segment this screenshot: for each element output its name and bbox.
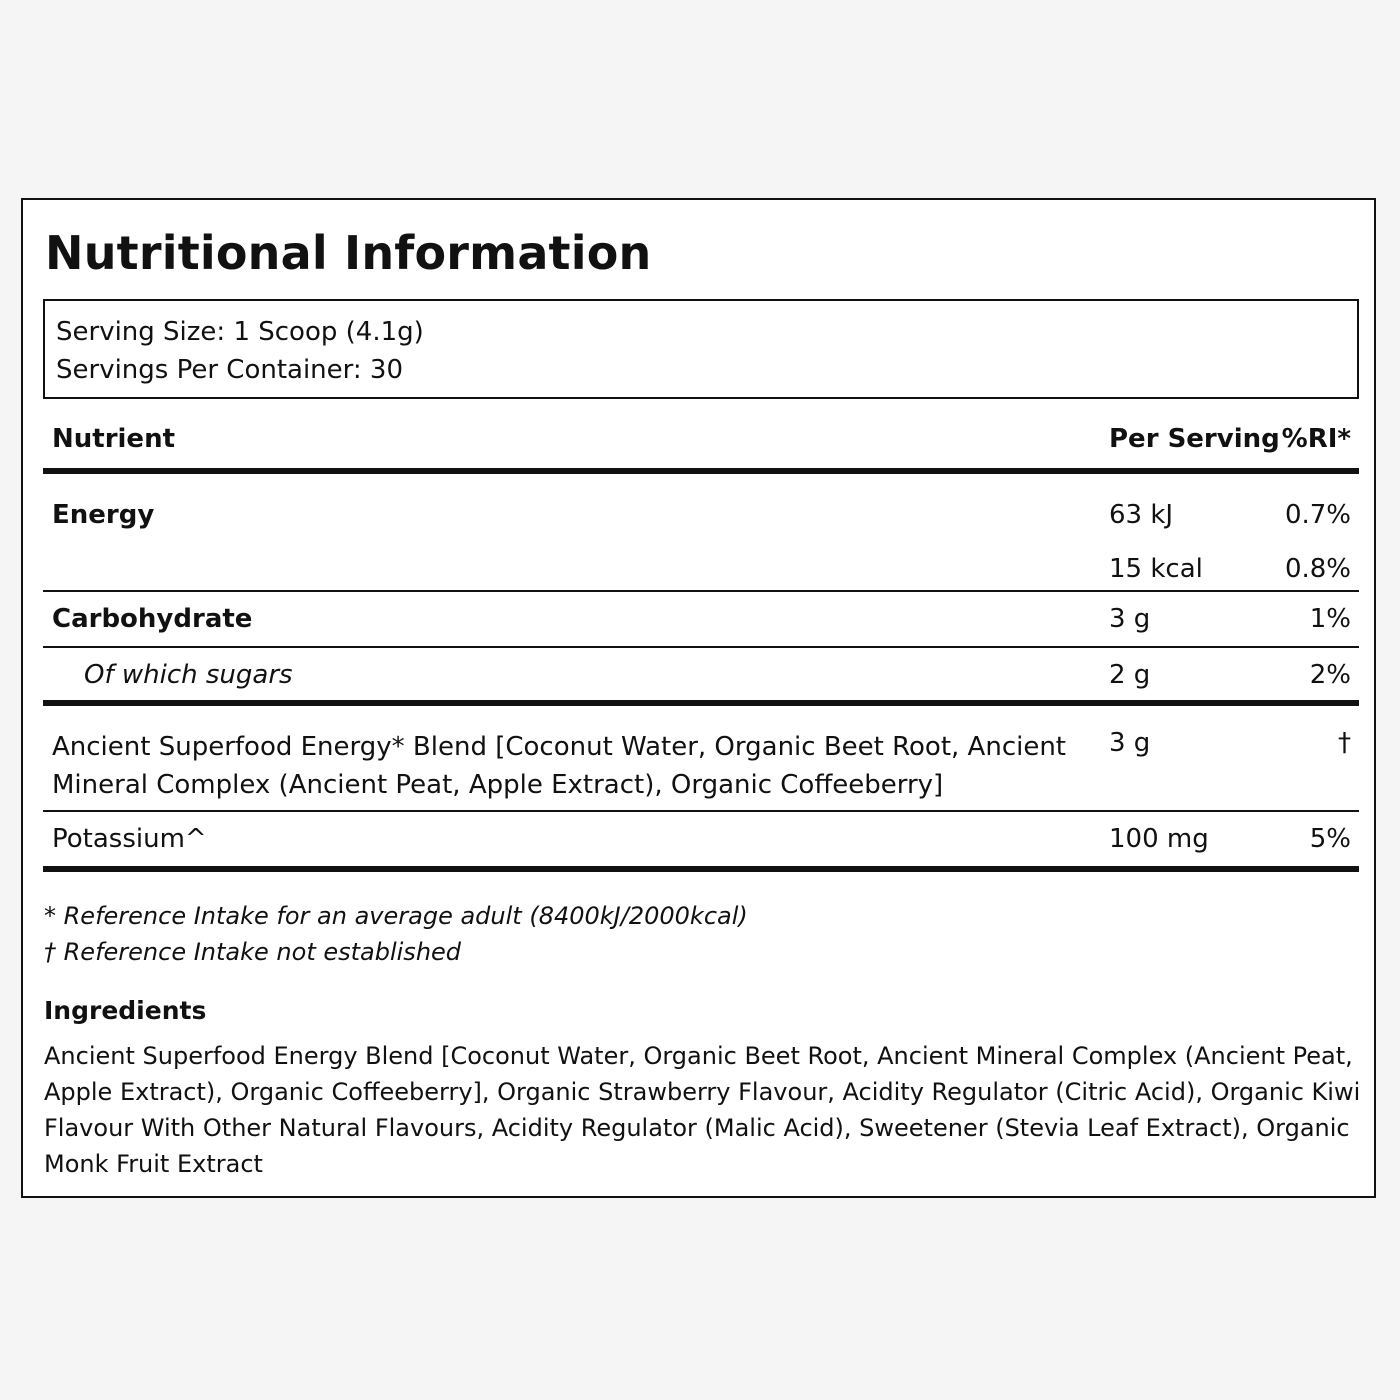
table-row-blend [43, 706, 1359, 812]
nutrient-ri: 5% [1309, 824, 1351, 854]
nutrient-ri: † [1338, 728, 1351, 758]
page-title: Nutritional Information [45, 226, 652, 280]
footnote-ri: * Reference Intake for an average adult (8400kJ/2000kcal) [44, 902, 748, 930]
nutrient-name: Of which sugars [84, 660, 293, 690]
table-row-energy [43, 474, 1359, 592]
energy-kcal-ri: 0.8% [1284, 554, 1351, 584]
table-row-potassium [43, 812, 1359, 872]
nutrition-panel [21, 198, 1376, 1198]
serving-size: Serving Size: 1 Scoop (4.1g) [56, 317, 424, 347]
ingredients-heading: Ingredients [44, 996, 207, 1025]
header-per-serving: Per Serving [1109, 424, 1280, 454]
nutrient-amount: 3 g [1109, 604, 1151, 634]
header-ri: %RI* [1281, 424, 1351, 454]
table-row-carbohydrate [43, 592, 1359, 648]
serving-info-box [43, 299, 1359, 399]
energy-kcal: 15 kcal [1109, 554, 1203, 584]
nutrient-name: Energy [52, 500, 155, 530]
energy-kj-ri: 0.7% [1284, 500, 1351, 530]
nutrient-ri: 2% [1309, 660, 1351, 690]
servings-per-container: Servings Per Container: 30 [56, 355, 404, 385]
footnotes [44, 898, 748, 970]
nutrition-table [43, 400, 1359, 872]
table-header-row [43, 400, 1359, 474]
table-row-sugars [43, 648, 1359, 706]
footnote-not-established: † Reference Intake not established [44, 938, 462, 966]
nutrient-ri: 1% [1309, 604, 1351, 634]
nutrient-name: Carbohydrate [52, 604, 253, 634]
nutrient-amount: 2 g [1109, 660, 1151, 690]
ingredients-text: Ancient Superfood Energy Blend [Coconut Water, Organic Beet Root, Ancient Mineral Complex (Ancient Peat, Apple Extract), Organic Coffeeberry], Organic Strawberry Flavour, Acidity Regulator (Citric Acid), Organic Kiwi Flavour With Other Natural Flavours, Acidity Regulator (Malic Acid), Sweetener (Stevia Leaf Extract), Organic Monk Fruit Extract [44, 1042, 1361, 1178]
nutrient-amount: 3 g [1109, 728, 1151, 758]
nutrient-name: Potassium^ [52, 824, 207, 854]
header-nutrient: Nutrient [52, 424, 176, 454]
nutrient-name: Ancient Superfood Energy* Blend [Coconut Water, Organic Beet Root, Ancient Mineral Complex (Ancient Peat, Apple Extract), Organic Coffeeberry] [52, 732, 1066, 800]
energy-kj: 63 kJ [1109, 500, 1174, 530]
nutrient-amount: 100 mg [1109, 824, 1209, 854]
